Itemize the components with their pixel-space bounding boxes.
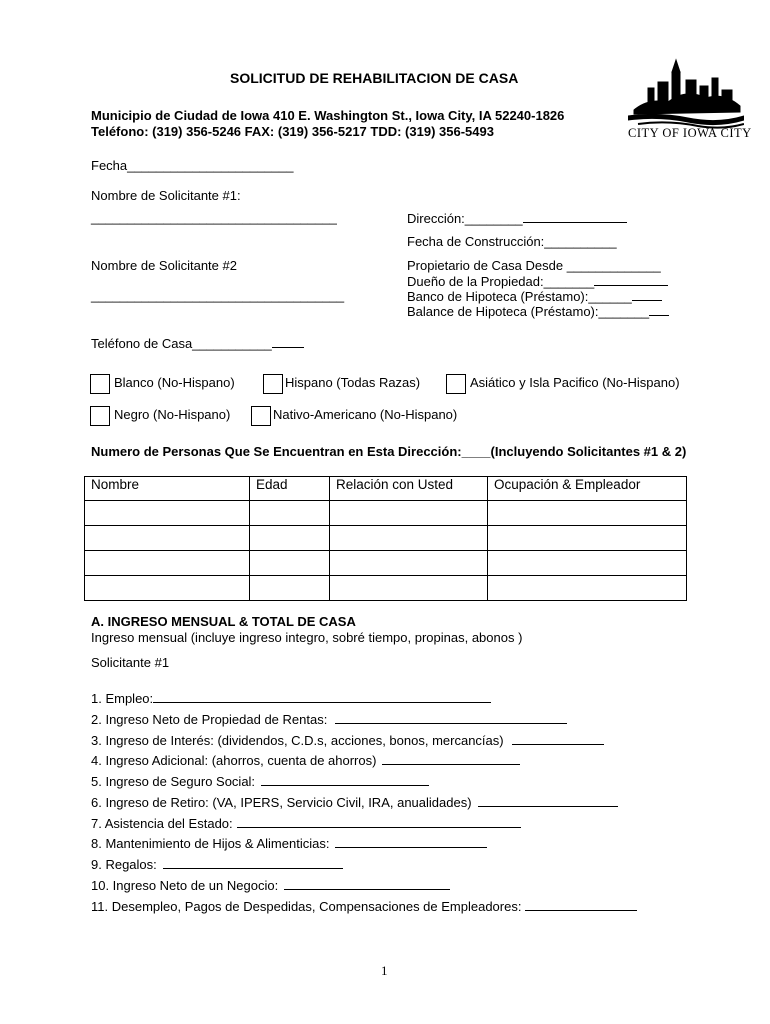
option-label: Hispano (Todas Razas) <box>285 375 421 391</box>
income-line <box>382 752 520 765</box>
persons-count-field[interactable]: Numero de Personas Que Se Encuentran en Esta Dirección:____(Incluyendo Solicitantes #1 & 2) <box>91 444 687 459</box>
page-title: SOLICITUD DE REHABILITACION DE CASA <box>230 70 519 86</box>
income-label: 4. Ingreso Adicional: (ahorros, cuenta de ahorros) <box>91 753 377 768</box>
table-header: Ocupación & Empleador <box>488 477 687 501</box>
banco-label: Banco de Hipoteca (Préstamo):______ <box>407 289 632 304</box>
checkbox-nativo[interactable] <box>251 406 271 426</box>
option-label: Asiático y Isla Pacifico (No-Hispano) <box>470 375 680 391</box>
income-item-negocio[interactable] <box>91 877 450 893</box>
telefono-casa-line <box>272 335 304 348</box>
address-line: Municipio de Ciudad de Iowa 410 E. Washington St., Iowa City, IA 52240-1826 <box>91 108 565 123</box>
table-header: Nombre <box>85 477 250 501</box>
income-line <box>335 835 487 848</box>
income-item-regalos[interactable] <box>91 856 343 872</box>
table-header: Relación con Usted <box>330 477 488 501</box>
table-row <box>85 501 687 526</box>
table-cell[interactable] <box>250 501 330 526</box>
table-cell[interactable] <box>488 551 687 576</box>
applicant1-label: Nombre de Solicitante #1: <box>91 188 241 203</box>
income-label: 5. Ingreso de Seguro Social: <box>91 774 256 789</box>
direccion-field[interactable] <box>407 210 627 226</box>
direccion-line <box>523 210 627 223</box>
logo-text: CITY OF IOWA CITY <box>628 126 752 140</box>
applicant2-field[interactable]: ___________________________________ <box>91 288 345 303</box>
income-item-empleo[interactable] <box>91 690 491 706</box>
table-cell[interactable] <box>330 551 488 576</box>
dueno-field[interactable] <box>407 273 668 289</box>
income-label: 3. Ingreso de Interés: (dividendos, C.D.s, acciones, bonos, mercancías) <box>91 733 504 748</box>
table-cell[interactable] <box>85 501 250 526</box>
applicant2-label: Nombre de Solicitante #2 <box>91 258 237 273</box>
table-cell[interactable] <box>488 526 687 551</box>
income-item-seguro-social[interactable] <box>91 773 429 789</box>
table-cell[interactable] <box>250 526 330 551</box>
income-item-adicional[interactable] <box>91 752 520 768</box>
income-label: 11. Desempleo, Pagos de Despedidas, Compensaciones de Empleadores: <box>91 899 522 914</box>
section-a-applicant: Solicitante #1 <box>91 655 170 670</box>
household-table <box>84 476 687 601</box>
checkbox-blanco[interactable] <box>90 374 110 394</box>
income-item-rentas[interactable] <box>91 711 567 727</box>
ethnicity-option-nativo[interactable] <box>251 406 457 426</box>
option-label: Blanco (No-Hispano) <box>114 375 235 391</box>
income-label: 6. Ingreso de Retiro: (VA, IPERS, Servicio Civil, IRA, anualidades) <box>91 795 472 810</box>
table-row <box>85 576 687 601</box>
table-header-row <box>85 477 687 501</box>
balance-label: Balance de Hipoteca (Préstamo):_______ <box>407 304 650 319</box>
ethnicity-option-negro[interactable] <box>90 406 230 426</box>
banco-field[interactable] <box>407 288 662 304</box>
table-header: Edad <box>250 477 330 501</box>
table-cell[interactable] <box>330 576 488 601</box>
fecha-construccion-field[interactable]: Fecha de Construcción:__________ <box>407 234 617 249</box>
dueno-label: Dueño de la Propiedad:_______ <box>407 274 595 289</box>
income-line <box>163 856 343 869</box>
option-label: Negro (No-Hispano) <box>114 407 231 423</box>
table-row <box>85 551 687 576</box>
income-line <box>237 815 521 828</box>
income-line <box>478 794 618 807</box>
income-item-mantenimiento[interactable] <box>91 835 487 851</box>
fecha-field[interactable]: Fecha_______________________ <box>91 158 294 173</box>
table-cell[interactable] <box>85 526 250 551</box>
telefono-casa-field[interactable] <box>91 335 304 351</box>
income-label: 9. Regalos: <box>91 857 157 872</box>
table-cell[interactable] <box>85 551 250 576</box>
income-line <box>153 690 491 703</box>
income-label: 8. Mantenimiento de Hijos & Alimenticias: <box>91 836 330 851</box>
income-label: 2. Ingreso Neto de Propiedad de Rentas: <box>91 712 328 727</box>
income-line <box>284 877 450 890</box>
table-cell[interactable] <box>250 551 330 576</box>
income-item-desempleo[interactable] <box>91 898 637 914</box>
checkbox-asiatico[interactable] <box>446 374 466 394</box>
applicant1-field[interactable]: __________________________________ <box>91 210 337 225</box>
ethnicity-option-asiatico[interactable] <box>446 374 680 394</box>
income-label: 10. Ingreso Neto de un Negocio: <box>91 878 279 893</box>
ethnicity-option-hispano[interactable] <box>263 374 420 394</box>
page-number: 1 <box>381 963 388 978</box>
propietario-field[interactable]: Propietario de Casa Desde _____________ <box>407 258 661 273</box>
table-cell[interactable] <box>330 526 488 551</box>
direccion-label: Dirección:________ <box>407 211 523 226</box>
table-row <box>85 526 687 551</box>
table-cell[interactable] <box>250 576 330 601</box>
checkbox-hispano[interactable] <box>263 374 283 394</box>
income-line <box>335 711 567 724</box>
table-cell[interactable] <box>330 501 488 526</box>
income-line <box>525 898 637 911</box>
checkbox-negro[interactable] <box>90 406 110 426</box>
income-line <box>261 773 429 786</box>
table-cell[interactable] <box>85 576 250 601</box>
balance-line <box>649 303 669 316</box>
income-item-asistencia[interactable] <box>91 815 521 831</box>
table-cell[interactable] <box>488 501 687 526</box>
option-label: Nativo-Americano (No-Hispano) <box>273 407 458 423</box>
ethnicity-option-blanco[interactable] <box>90 374 235 394</box>
income-item-interes[interactable] <box>91 732 604 748</box>
table-cell[interactable] <box>488 576 687 601</box>
phone-line: Teléfono: (319) 356-5246 FAX: (319) 356-5217 TDD: (319) 356-5493 <box>91 124 494 139</box>
telefono-casa-label: Teléfono de Casa___________ <box>91 336 272 351</box>
income-label: 1. Empleo: <box>91 691 154 706</box>
income-line <box>512 732 604 745</box>
income-label: 7. Asistencia del Estado: <box>91 816 233 831</box>
balance-field[interactable] <box>407 303 669 319</box>
section-a-subheading: Ingreso mensual (incluye ingreso integro, sobré tiempo, propinas, abonos ) <box>91 630 523 645</box>
banco-line <box>632 288 662 301</box>
income-item-retiro[interactable] <box>91 794 618 810</box>
section-a-heading: A. INGRESO MENSUAL & TOTAL DE CASA <box>91 614 356 629</box>
dueno-line <box>594 273 668 286</box>
